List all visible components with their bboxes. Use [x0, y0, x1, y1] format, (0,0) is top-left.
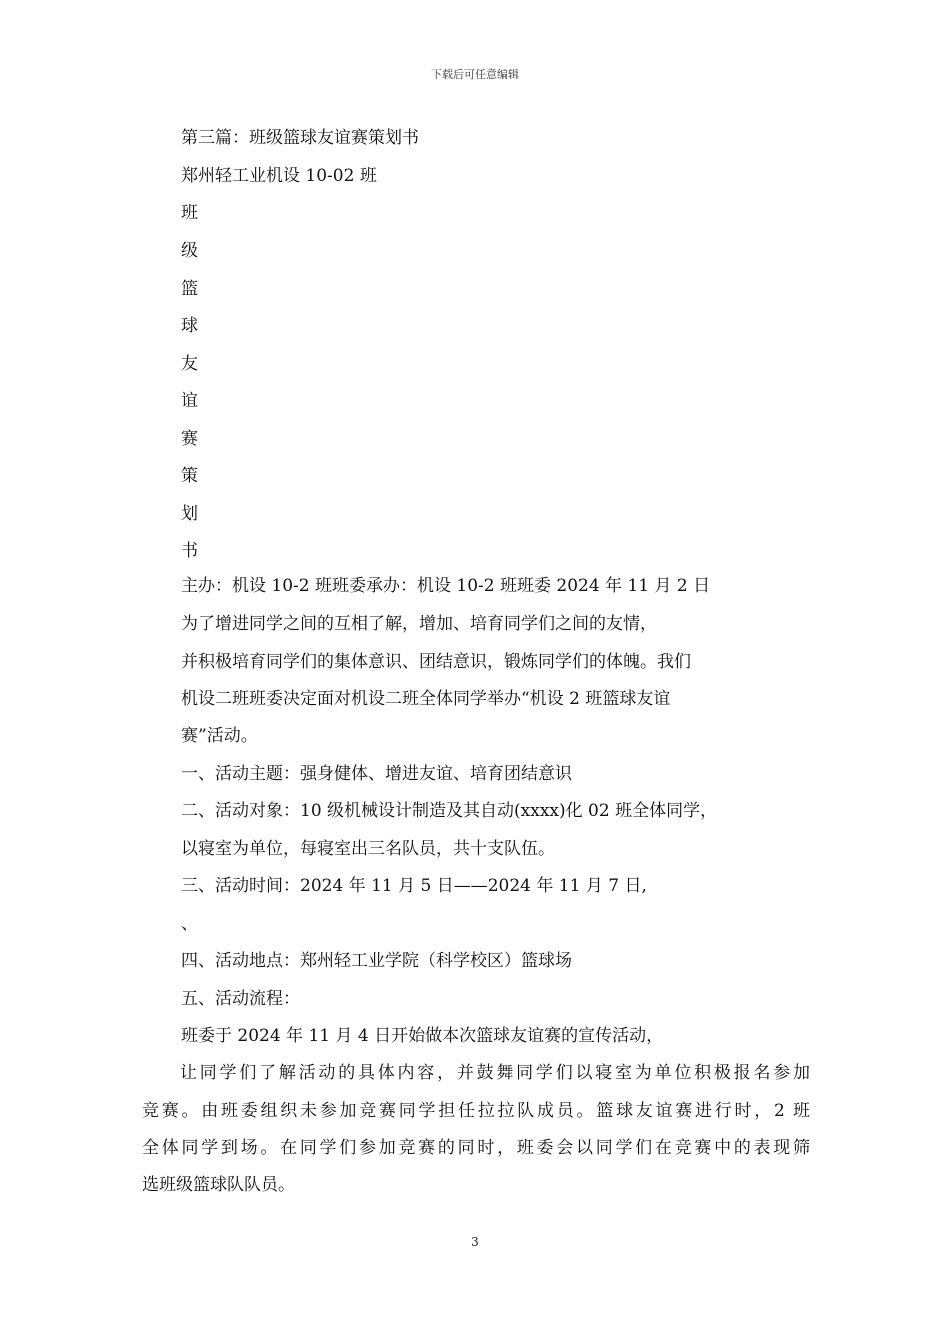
organizer-line: 主办：机设 10-2 班班委承办：机设 10-2 班班委 2024 年 11 月 2 日	[181, 576, 711, 596]
intro-line: 并积极培育同学们的集体意识、团结意识，锻炼同学们的体魄。我们	[181, 652, 691, 672]
section-time: 三、活动时间：2024 年 11 月 5 日——2024 年 11 月 7 日,	[181, 876, 647, 896]
vertical-title-char: 谊	[181, 391, 198, 411]
vertical-title-char: 篮	[181, 279, 198, 299]
section-place: 四、活动地点：郑州轻工业学院（科学校区）篮球场	[181, 951, 572, 971]
section-target: 二、活动对象：10 级机械设计制造及其自动(xxxx)化 02 班全体同学，	[181, 801, 718, 821]
section-target-cont: 以寝室为单位，每寝室出三名队员，共十支队伍。	[181, 839, 555, 859]
process-line: 竞赛。由班委组织未参加竞赛同学担任拉拉队成员。篮球友谊赛进行时，2 班	[142, 1101, 810, 1121]
vertical-title-char: 划	[181, 504, 198, 524]
process-last-line: 选班级篮球队队员。	[142, 1175, 295, 1195]
class-name: 郑州轻工业机设 10-02 班	[181, 166, 377, 186]
vertical-title-char: 级	[181, 241, 198, 261]
vertical-title-char: 球	[181, 316, 198, 336]
section-time-mark: 、	[181, 914, 198, 934]
process-line: 全体同学到场。在同学们参加竞赛的同时，班委会以同学们在竞赛中的表现筛	[142, 1138, 810, 1158]
process-line: 让同学们了解活动的具体内容，并鼓舞同学们以寝室为单位积极报名参加	[180, 1063, 810, 1083]
page-header: 下载后可任意编辑	[431, 68, 519, 81]
intro-line: 赛”活动。	[181, 726, 258, 746]
vertical-title-char: 友	[181, 354, 198, 374]
intro-line: 为了增进同学之间的互相了解，增加、培育同学们之间的友情，	[181, 614, 657, 634]
vertical-title-char: 策	[181, 466, 198, 486]
vertical-title-char: 班	[181, 203, 198, 223]
intro-line: 机设二班班委决定面对机设二班全体同学举办“机设 2 班篮球友谊	[181, 689, 671, 709]
process-first-line: 班委于 2024 年 11 月 4 日开始做本次篮球友谊赛的宣传活动，	[181, 1026, 664, 1046]
vertical-title-char: 赛	[181, 429, 198, 449]
document-title: 第三篇：班级篮球友谊赛策划书	[181, 128, 419, 148]
page-number: 3	[471, 1235, 479, 1249]
section-process: 五、活动流程：	[181, 989, 300, 1009]
vertical-title-char: 书	[181, 541, 198, 561]
section-theme: 一、活动主题：强身健体、增进友谊、培育团结意识	[181, 764, 572, 784]
